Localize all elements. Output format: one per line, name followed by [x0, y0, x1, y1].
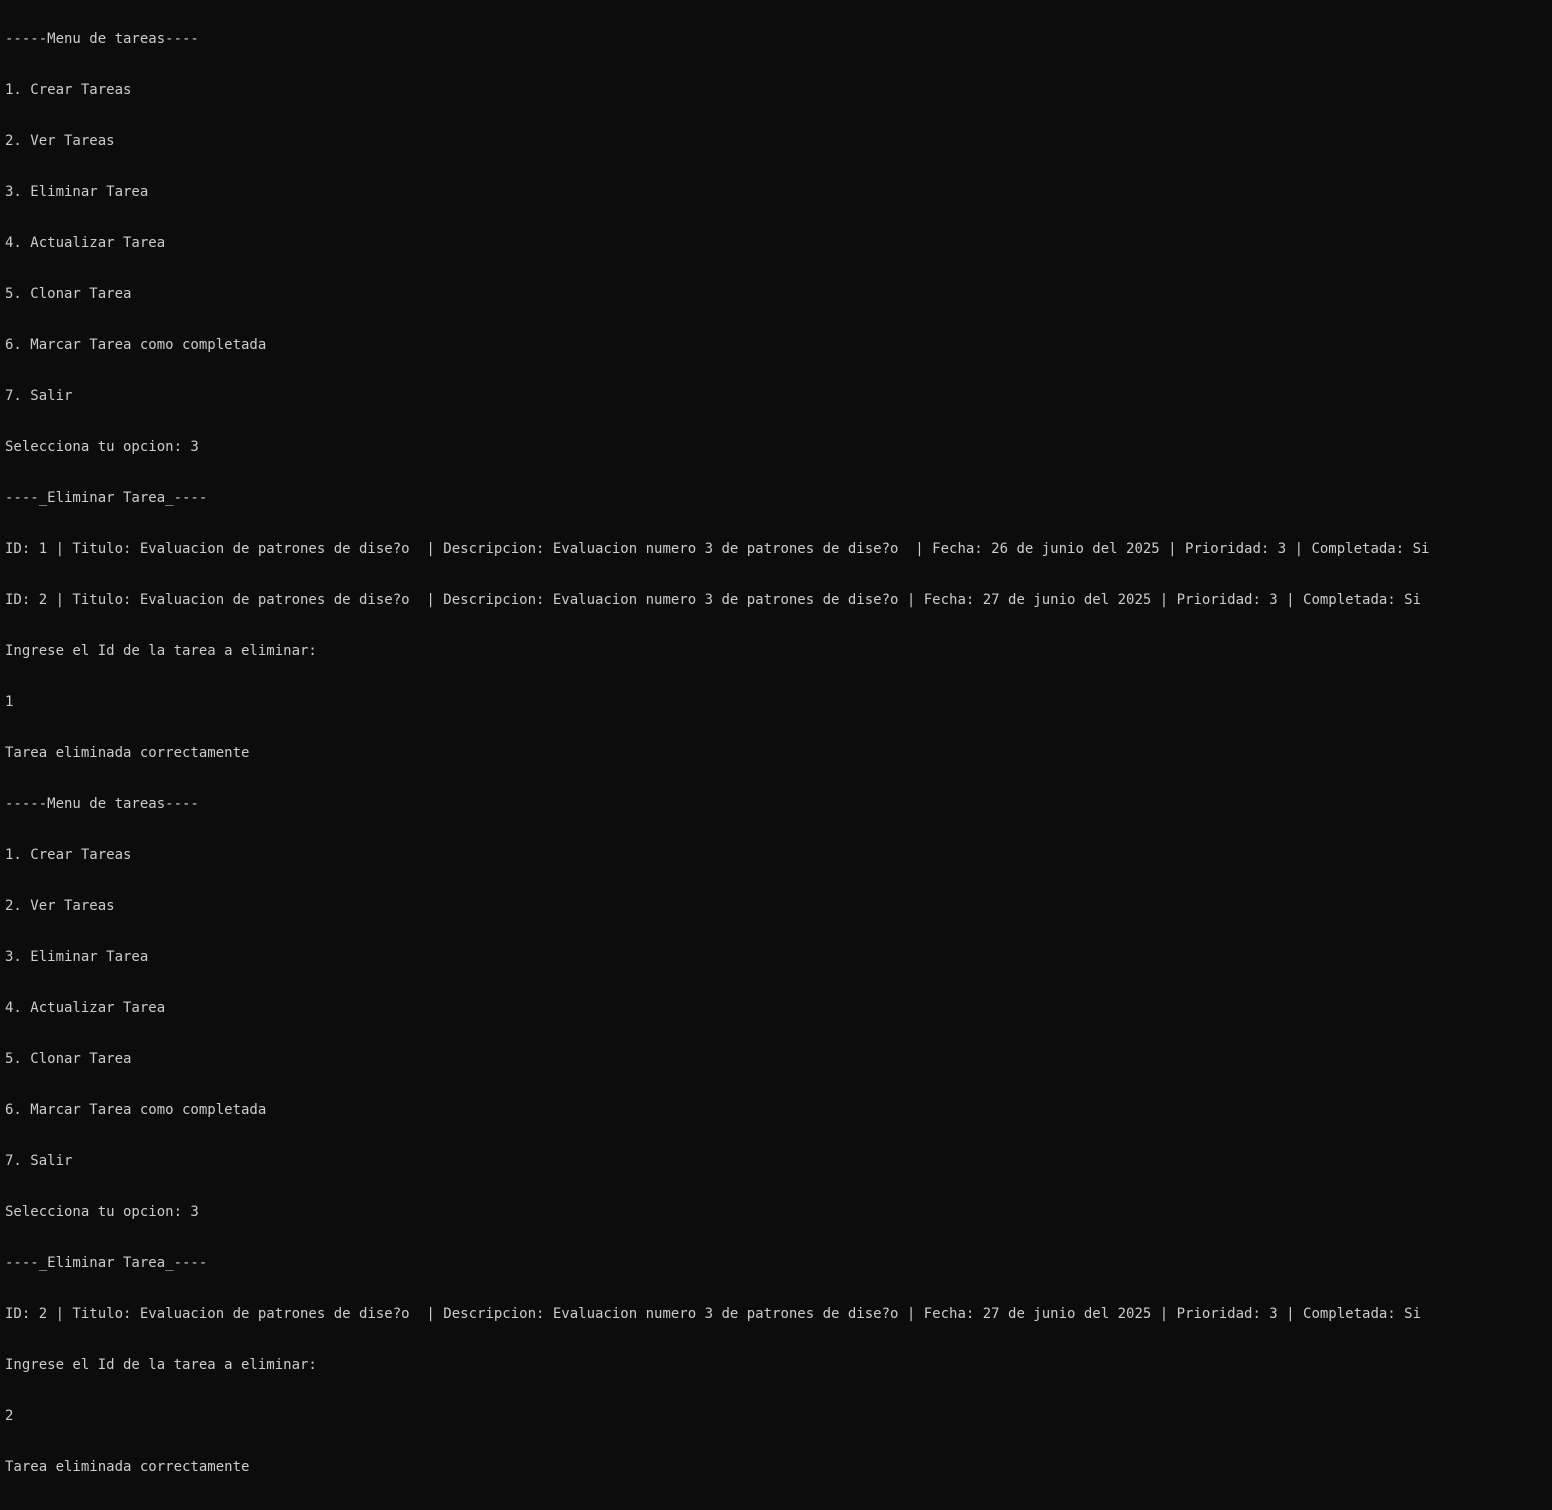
section-header-line: ----_Eliminar Tarea_----	[5, 1255, 208, 1271]
menu-option-line: 6. Marcar Tarea como completada	[5, 1102, 267, 1118]
status-message-line: Tarea eliminada correctamente	[5, 745, 250, 761]
user-input-line: 1	[5, 694, 14, 710]
task-record-line: ID: 2 | Titulo: Evaluacion de patrones de dise?o | Descripcion: Evaluacion numero 3 de patrones de dise?o | Fecha: 27 de junio del 2025 | Prioridad: 3 | Completada: Si	[5, 1306, 1422, 1322]
menu-option-line: 4. Actualizar Tarea	[5, 1000, 166, 1016]
prompt-line: Selecciona tu opcion: 3	[5, 1204, 199, 1220]
menu-option-line: 6. Marcar Tarea como completada	[5, 337, 267, 353]
user-input-line: 2	[5, 1408, 14, 1424]
menu-header-line: -----Menu de tareas----	[5, 31, 199, 47]
menu-option-line: 3. Eliminar Tarea	[5, 184, 149, 200]
menu-option-line: 2. Ver Tareas	[5, 133, 115, 149]
task-record-line: ID: 2 | Titulo: Evaluacion de patrones de dise?o | Descripcion: Evaluacion numero 3 de patrones de dise?o | Fecha: 27 de junio del 2025 | Prioridad: 3 | Completada: Si	[5, 592, 1422, 608]
terminal-output	[5, 0, 1552, 1510]
prompt-line: Ingrese el Id de la tarea a eliminar:	[5, 1357, 317, 1373]
menu-option-line: 2. Ver Tareas	[5, 898, 115, 914]
menu-option-line: 5. Clonar Tarea	[5, 1051, 132, 1067]
task-record-line: ID: 1 | Titulo: Evaluacion de patrones de dise?o | Descripcion: Evaluacion numero 3 de patrones de dise?o | Fecha: 26 de junio del 2025 | Prioridad: 3 | Completada: Si	[5, 541, 1430, 557]
prompt-line: Ingrese el Id de la tarea a eliminar:	[5, 643, 317, 659]
menu-option-line: 3. Eliminar Tarea	[5, 949, 149, 965]
menu-option-line: 7. Salir	[5, 388, 73, 404]
menu-option-line: 7. Salir	[5, 1153, 73, 1169]
status-message-line: Tarea eliminada correctamente	[5, 1459, 250, 1475]
prompt-line: Selecciona tu opcion: 3	[5, 439, 199, 455]
menu-option-line: 4. Actualizar Tarea	[5, 235, 166, 251]
menu-header-line: -----Menu de tareas----	[5, 796, 199, 812]
menu-option-line: 5. Clonar Tarea	[5, 286, 132, 302]
menu-option-line: 1. Crear Tareas	[5, 847, 132, 863]
section-header-line: ----_Eliminar Tarea_----	[5, 490, 208, 506]
menu-option-line: 1. Crear Tareas	[5, 82, 132, 98]
